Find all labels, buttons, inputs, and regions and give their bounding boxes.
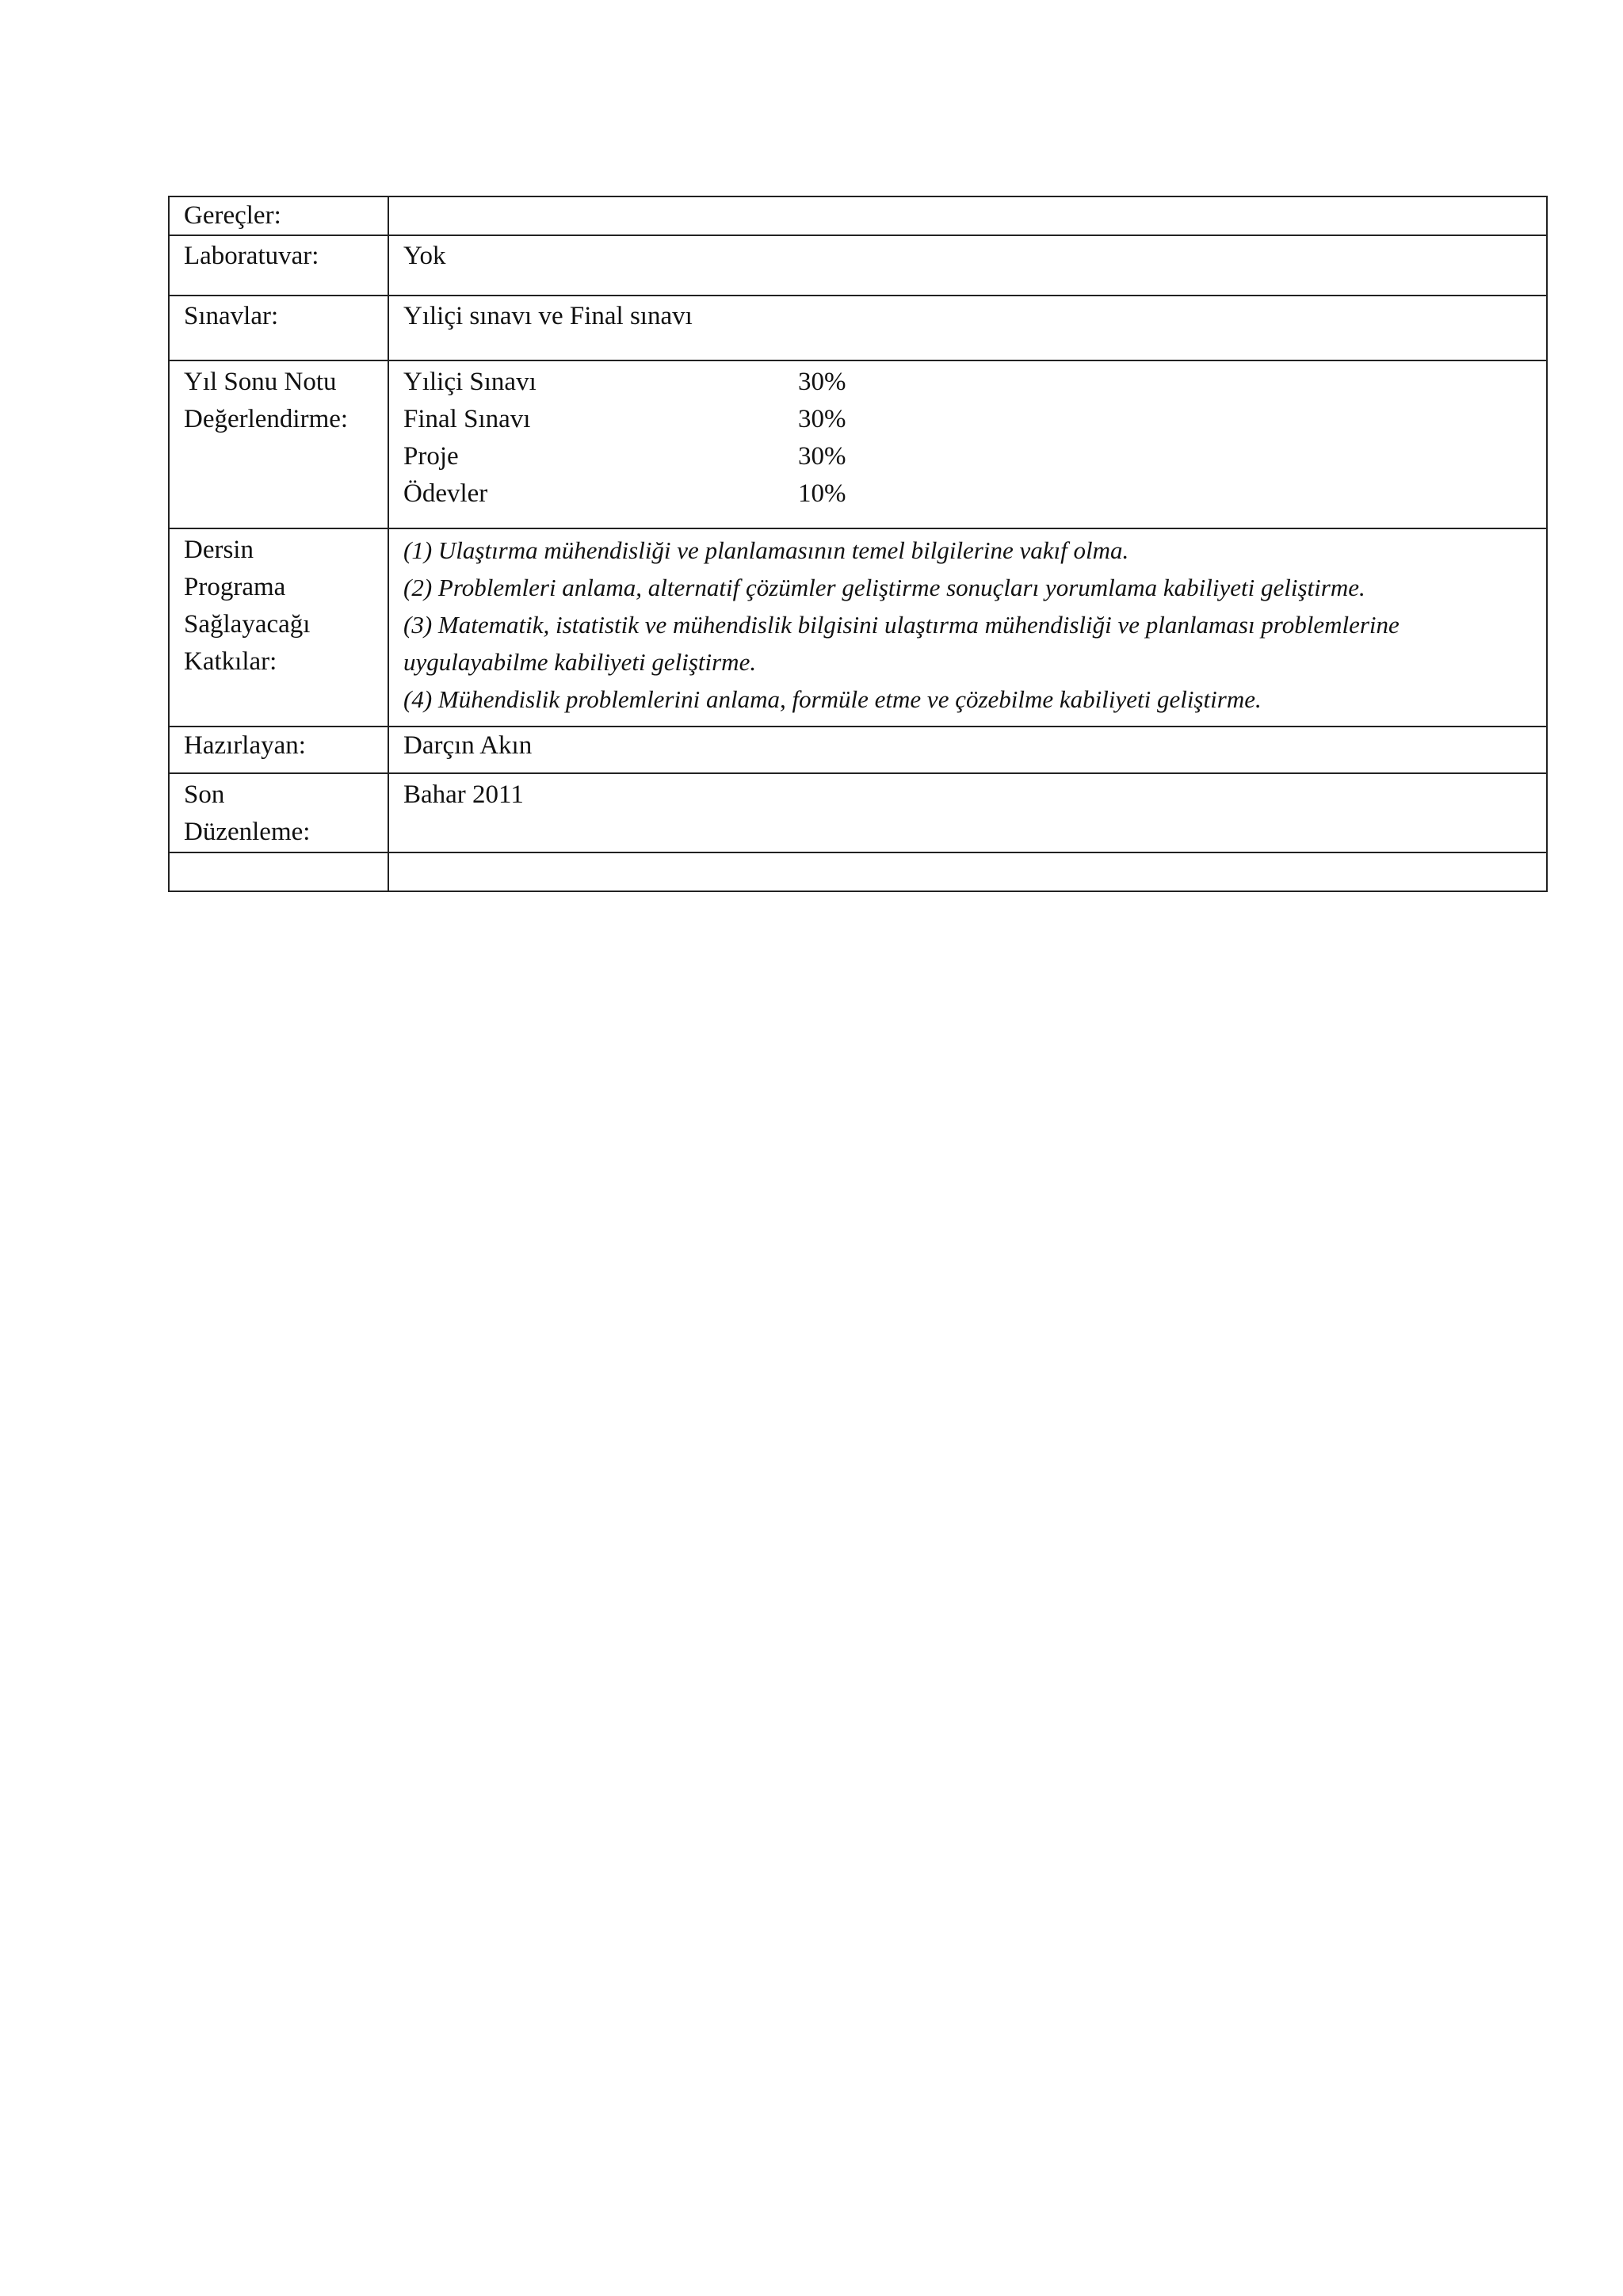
- table-row-empty: [169, 852, 1547, 891]
- grade-item-percent: 10%: [798, 479, 846, 508]
- katkilar-label-line: Katkılar:: [184, 647, 277, 676]
- laboratuvar-value: Yok: [388, 235, 1547, 296]
- grade-item-percent: 30%: [798, 442, 846, 471]
- table-row-katkilar: [169, 528, 1547, 727]
- yil-sonu-label-line: Değerlendirme:: [184, 405, 349, 433]
- grade-item-percent: 30%: [798, 368, 846, 396]
- empty-value-cell: [388, 852, 1547, 891]
- grade-item: [403, 475, 1533, 513]
- sinavlar-value: Yıliçi sınavı ve Final sınavı: [388, 296, 1547, 360]
- son-duzenleme-label-line: Düzenleme:: [184, 818, 311, 846]
- son-duzenleme-label: [169, 773, 388, 852]
- yil-sonu-label: [169, 360, 388, 528]
- son-duzenleme-label-line: Son: [184, 780, 225, 809]
- yil-sonu-label-line: Yıl Sonu Notu: [184, 368, 337, 396]
- table-row-yil-sonu-notu: [169, 360, 1547, 528]
- katkilar-label-line: Programa: [184, 573, 286, 601]
- grade-item-percent: 30%: [798, 405, 846, 433]
- empty-label-cell: [169, 852, 388, 891]
- katkilar-label-line: Dersin: [184, 536, 254, 564]
- katkilar-label-line: Sağlayacağı: [184, 610, 311, 639]
- sinavlar-label: Sınavlar:: [169, 296, 388, 360]
- laboratuvar-label: Laboratuvar:: [169, 235, 388, 296]
- grade-breakdown: [388, 360, 1547, 528]
- learning-outcome: (2) Problemleri anlama, alternatif çözümler geliştirme sonuçları yorumlama kabiliyeti geliştirme.: [403, 574, 1365, 601]
- grade-item-name: Final Sınavı: [403, 405, 531, 433]
- course-info-table: [168, 196, 1548, 892]
- grade-item-name: Ödevler: [403, 479, 488, 508]
- son-duzenleme-value: Bahar 2011: [388, 773, 1547, 852]
- table-row-laboratuvar: [169, 235, 1547, 296]
- katkilar-label: [169, 528, 388, 727]
- gerecler-value: [388, 196, 1547, 235]
- gerecler-label: Gereçler:: [169, 196, 388, 235]
- grade-item: [403, 438, 1533, 475]
- learning-outcomes: [388, 528, 1547, 727]
- hazirlayan-label: Hazırlayan:: [169, 727, 388, 773]
- table-row-son-duzenleme: [169, 773, 1547, 852]
- grade-item: [403, 364, 1533, 401]
- learning-outcome: (4) Mühendislik problemlerini anlama, formüle etme ve çözebilme kabiliyeti geliştirme.: [403, 685, 1262, 713]
- grade-item-name: Proje: [403, 442, 459, 471]
- hazirlayan-value: Darçın Akın: [388, 727, 1547, 773]
- table-row-hazirlayan: [169, 727, 1547, 773]
- learning-outcome: (3) Matematik, istatistik ve mühendislik bilgisini ulaştırma mühendisliği ve planlaması problemlerine uygulayabilme kabiliyeti geliştirme.: [403, 611, 1400, 676]
- learning-outcome: (1) Ulaştırma mühendisliği ve planlamasının temel bilgilerine vakıf olma.: [403, 536, 1129, 564]
- grade-item-name: Yıliçi Sınavı: [403, 368, 537, 396]
- table-row-gerecler: [169, 196, 1547, 235]
- table-row-sinavlar: [169, 296, 1547, 360]
- grade-item: [403, 401, 1533, 438]
